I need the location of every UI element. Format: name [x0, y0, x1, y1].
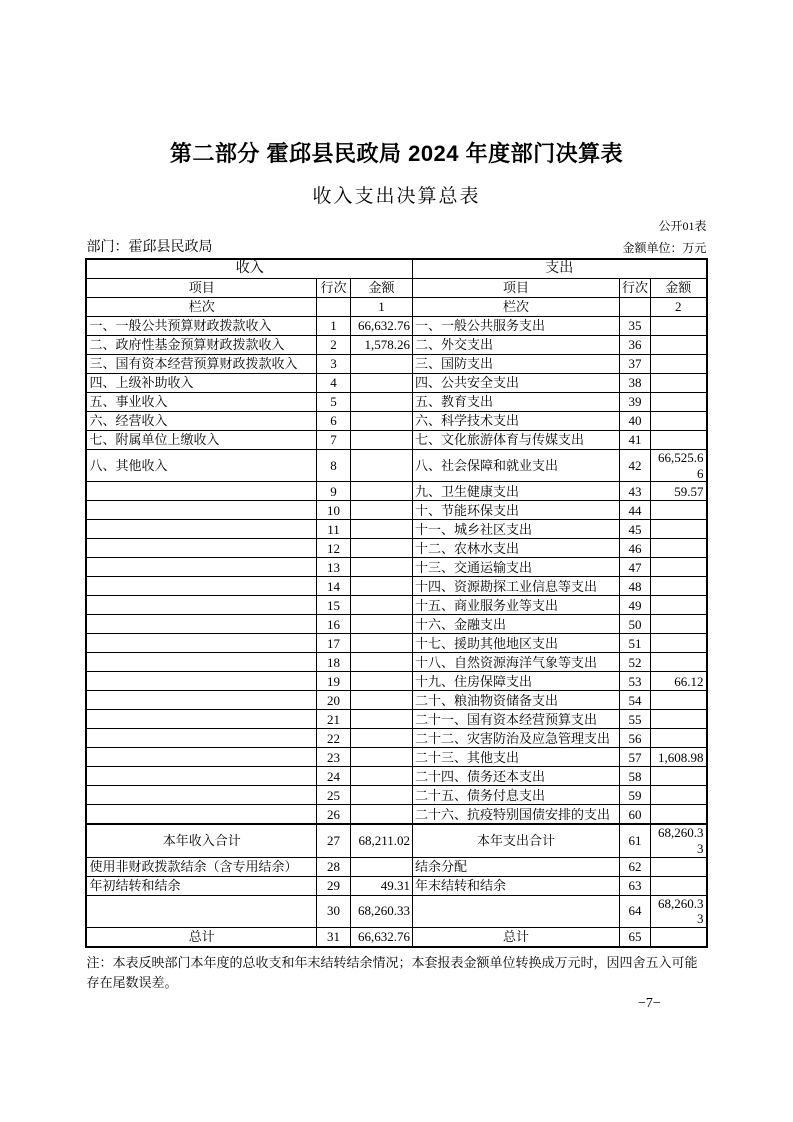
income-item-cell: [86, 482, 316, 501]
expense-item-cell: 二十二、灾害防治及应急管理支出: [413, 729, 620, 748]
income-item-cell: [86, 729, 316, 748]
income-item-cell: [86, 577, 316, 596]
income-amount-cell: [350, 450, 412, 482]
expense-item-cell: 三、国防支出: [413, 355, 620, 374]
table-row: [86, 672, 706, 691]
expense-line-header: 行次: [620, 279, 651, 298]
expense-item-cell: 十四、资源勘探工业信息等支出: [413, 577, 620, 596]
expense-amount-cell: [651, 710, 707, 729]
expense-amount-cell: [651, 520, 707, 539]
income-amount-cell: [350, 710, 412, 729]
expense-line-cell: 39: [620, 393, 651, 412]
expense-line-cell: 40: [620, 412, 651, 431]
income-item-cell: [86, 710, 316, 729]
income-item-cell: [86, 786, 316, 805]
column-index-row: [86, 298, 706, 317]
income-amount-cell: [350, 805, 412, 825]
income-item-cell: 七、附属单位上缴收入: [86, 431, 316, 450]
expense-amount-cell: 66,525.66: [651, 450, 707, 482]
table-title: 收入支出决算总表: [312, 186, 481, 208]
meta-line: [87, 236, 707, 256]
expense-line-cell: 37: [620, 355, 651, 374]
expense-item-cell: 结余分配: [413, 857, 620, 876]
expense-line-cell: 64: [620, 895, 651, 927]
expense-line-cell: 35: [620, 317, 651, 336]
income-index-line: [316, 298, 350, 317]
expense-line-cell: 61: [620, 824, 651, 857]
expense-line-cell: 36: [620, 336, 651, 355]
table-row: [86, 539, 706, 558]
table-row: [86, 482, 706, 501]
expense-line-cell: 52: [620, 653, 651, 672]
income-item-cell: [86, 653, 316, 672]
expense-line-cell: 62: [620, 857, 651, 876]
income-item-cell: 八、其他收入: [86, 450, 316, 482]
expense-amount-cell: 68,260.33: [651, 824, 707, 857]
expense-amount-cell: [651, 412, 707, 431]
income-item-cell: [86, 895, 316, 927]
income-amount-cell: [350, 374, 412, 393]
table-row: [86, 355, 706, 374]
table-row: [86, 786, 706, 805]
income-amount-cell: 49.31: [350, 876, 412, 895]
expense-item-cell: 二十五、债务付息支出: [413, 786, 620, 805]
expense-line-cell: 48: [620, 577, 651, 596]
expense-item-cell: 二十三、其他支出: [413, 748, 620, 767]
expense-item-cell: 十五、商业服务业等支出: [413, 596, 620, 615]
expense-line-cell: 57: [620, 748, 651, 767]
expense-amount-cell: [651, 431, 707, 450]
expense-item-cell: 五、教育支出: [413, 393, 620, 412]
income-item-header: 项目: [86, 279, 316, 298]
expense-item-cell: 十六、金融支出: [413, 615, 620, 634]
table-row: [86, 450, 706, 482]
income-item-cell: 五、事业收入: [86, 393, 316, 412]
expense-item-cell: 十八、自然资源海洋气象等支出: [413, 653, 620, 672]
table-code: 公开01表: [658, 219, 707, 234]
table-row: [86, 412, 706, 431]
income-item-cell: [86, 634, 316, 653]
expense-line-cell: 38: [620, 374, 651, 393]
expense-index-line: [620, 298, 651, 317]
expense-line-cell: 58: [620, 767, 651, 786]
table-row: [86, 767, 706, 786]
expense-item-cell: 六、科学技术支出: [413, 412, 620, 431]
income-index-number: 1: [350, 298, 412, 317]
table-row: [86, 824, 706, 857]
expense-line-cell: 45: [620, 520, 651, 539]
expense-line-cell: 63: [620, 876, 651, 895]
expense-amount-cell: [651, 767, 707, 786]
table-row: [86, 615, 706, 634]
expense-amount-cell: [651, 355, 707, 374]
column-header-row: [86, 279, 706, 298]
expense-item-cell: 二十四、债务还本支出: [413, 767, 620, 786]
table-row: [86, 805, 706, 825]
expense-index-number: 2: [651, 298, 707, 317]
income-amount-cell: [350, 691, 412, 710]
income-item-cell: [86, 691, 316, 710]
expense-item-cell: 本年支出合计: [413, 824, 620, 857]
expense-amount-cell: [651, 501, 707, 520]
expense-line-cell: 51: [620, 634, 651, 653]
expense-line-cell: 55: [620, 710, 651, 729]
income-line-cell: 21: [316, 710, 350, 729]
expense-line-cell: 49: [620, 596, 651, 615]
income-line-cell: 26: [316, 805, 350, 825]
income-amount-cell: 68,211.02: [350, 824, 412, 857]
table-row: [86, 577, 706, 596]
department-label: 部门：霍邱县民政局: [86, 240, 213, 256]
footnote: 注：本表反映部门本年度的总收支和年末结转结余情况；本套报表金额单位转换成万元时，因四舍五入可能存在尾数误差。: [86, 954, 698, 990]
expense-amount-cell: [651, 596, 707, 615]
table-body: [86, 317, 706, 947]
expense-item-header: 项目: [413, 279, 620, 298]
expense-amount-cell: 66.12: [651, 672, 707, 691]
table-row: [86, 393, 706, 412]
table-row: [86, 634, 706, 653]
income-item-cell: [86, 558, 316, 577]
income-line-cell: 20: [316, 691, 350, 710]
income-item-cell: 三、国有资本经营预算财政拨款收入: [86, 355, 316, 374]
expense-amount-cell: 59.57: [651, 482, 707, 501]
expense-line-cell: 44: [620, 501, 651, 520]
income-line-cell: 25: [316, 786, 350, 805]
income-line-cell: 3: [316, 355, 350, 374]
income-amount-cell: [350, 577, 412, 596]
expense-amount-cell: 1,608.98: [651, 748, 707, 767]
expense-line-cell: 47: [620, 558, 651, 577]
income-line-cell: 16: [316, 615, 350, 634]
income-amount-cell: 1,578.26: [350, 336, 412, 355]
income-item-cell: [86, 748, 316, 767]
income-index-label: 栏次: [86, 298, 316, 317]
table-row: [86, 558, 706, 577]
expense-line-cell: 60: [620, 805, 651, 825]
table-row: [86, 431, 706, 450]
income-item-cell: [86, 615, 316, 634]
income-amount-cell: 66,632.76: [350, 927, 412, 947]
table-row: [86, 691, 706, 710]
expense-amount-cell: [651, 393, 707, 412]
expense-item-cell: 一、一般公共服务支出: [413, 317, 620, 336]
table-row: [86, 336, 706, 355]
income-line-cell: 18: [316, 653, 350, 672]
expense-line-cell: 50: [620, 615, 651, 634]
income-line-cell: 15: [316, 596, 350, 615]
income-line-cell: 23: [316, 748, 350, 767]
table-row: [86, 317, 706, 336]
table-row: [86, 710, 706, 729]
income-amount-cell: [350, 355, 412, 374]
income-item-cell: [86, 672, 316, 691]
income-item-cell: 四、上级补助收入: [86, 374, 316, 393]
expense-line-cell: 41: [620, 431, 651, 450]
table-row: [86, 374, 706, 393]
income-amount-cell: [350, 767, 412, 786]
income-item-cell: 年初结转和结余: [86, 876, 316, 895]
table-row: [86, 857, 706, 876]
income-line-cell: 31: [316, 927, 350, 947]
income-line-cell: 10: [316, 501, 350, 520]
income-item-cell: [86, 596, 316, 615]
section-header-row: [86, 259, 706, 279]
income-amount-cell: 66,632.76: [350, 317, 412, 336]
expense-line-cell: 65: [620, 927, 651, 947]
income-line-cell: 28: [316, 857, 350, 876]
expense-amount-cell: [651, 615, 707, 634]
income-line-cell: 9: [316, 482, 350, 501]
income-amount-cell: [350, 615, 412, 634]
expense-amount-cell: [651, 374, 707, 393]
expense-amount-cell: [651, 653, 707, 672]
income-section-header: 收入: [86, 259, 412, 279]
table-row: [86, 876, 706, 895]
page-number: −7−: [638, 996, 661, 1011]
income-line-cell: 4: [316, 374, 350, 393]
expense-section-header: 支出: [413, 259, 707, 279]
income-line-cell: 30: [316, 895, 350, 927]
table-row: [86, 748, 706, 767]
expense-item-cell: 年末结转和结余: [413, 876, 620, 895]
income-amount-cell: [350, 520, 412, 539]
expense-item-cell: 总计: [413, 927, 620, 947]
expense-amount-cell: 68,260.33: [651, 895, 707, 927]
expense-line-cell: 56: [620, 729, 651, 748]
income-amount-cell: [350, 539, 412, 558]
table-row: [86, 501, 706, 520]
income-line-cell: 29: [316, 876, 350, 895]
expense-item-cell: 二十、粮油物资储备支出: [413, 691, 620, 710]
income-line-cell: 11: [316, 520, 350, 539]
expense-item-cell: 二、外交支出: [413, 336, 620, 355]
expense-item-cell: 十二、农林水支出: [413, 539, 620, 558]
income-line-cell: 7: [316, 431, 350, 450]
expense-amount-cell: [651, 317, 707, 336]
income-amount-cell: [350, 672, 412, 691]
income-item-cell: [86, 501, 316, 520]
expense-item-cell: 十七、援助其他地区支出: [413, 634, 620, 653]
expense-amount-cell: [651, 876, 707, 895]
expense-amount-cell: [651, 691, 707, 710]
income-line-cell: 2: [316, 336, 350, 355]
income-line-cell: 13: [316, 558, 350, 577]
expense-amount-cell: [651, 539, 707, 558]
income-amount-cell: [350, 412, 412, 431]
expense-amount-cell: [651, 927, 707, 947]
expense-line-cell: 43: [620, 482, 651, 501]
income-line-cell: 17: [316, 634, 350, 653]
income-amount-cell: [350, 558, 412, 577]
income-amount-cell: [350, 501, 412, 520]
income-amount-cell: [350, 482, 412, 501]
income-amount-cell: [350, 748, 412, 767]
expense-item-cell: 十、节能环保支出: [413, 501, 620, 520]
income-item-cell: 一、一般公共预算财政拨款收入: [86, 317, 316, 336]
expense-amount-header: 金额: [651, 279, 707, 298]
table-row: [86, 596, 706, 615]
income-amount-cell: 68,260.33: [350, 895, 412, 927]
income-line-cell: 8: [316, 450, 350, 482]
expense-amount-cell: [651, 729, 707, 748]
expense-line-cell: 46: [620, 539, 651, 558]
income-item-cell: [86, 520, 316, 539]
income-amount-cell: [350, 786, 412, 805]
income-line-header: 行次: [316, 279, 350, 298]
expense-index-label: 栏次: [413, 298, 620, 317]
table-row: [86, 653, 706, 672]
expense-amount-cell: [651, 857, 707, 876]
expense-line-cell: 42: [620, 450, 651, 482]
income-amount-cell: [350, 729, 412, 748]
income-line-cell: 5: [316, 393, 350, 412]
expense-amount-cell: [651, 558, 707, 577]
expense-amount-cell: [651, 577, 707, 596]
income-amount-header: 金额: [350, 279, 412, 298]
income-line-cell: 22: [316, 729, 350, 748]
expense-amount-cell: [651, 786, 707, 805]
expense-item-cell: 十三、交通运输支出: [413, 558, 620, 577]
income-item-cell: 二、政府性基金预算财政拨款收入: [86, 336, 316, 355]
expense-item-cell: 二十六、抗疫特别国债安排的支出: [413, 805, 620, 825]
expense-amount-cell: [651, 805, 707, 825]
expense-amount-cell: [651, 336, 707, 355]
table-row: [86, 520, 706, 539]
income-amount-cell: [350, 596, 412, 615]
income-item-cell: 六、经营收入: [86, 412, 316, 431]
income-amount-cell: [350, 634, 412, 653]
income-item-cell: 总计: [86, 927, 316, 947]
table-row: [86, 895, 706, 927]
income-amount-cell: [350, 857, 412, 876]
expense-amount-cell: [651, 634, 707, 653]
income-item-cell: 使用非财政拨款结余（含专用结余）: [86, 857, 316, 876]
income-line-cell: 24: [316, 767, 350, 786]
income-item-cell: 本年收入合计: [86, 824, 316, 857]
expense-item-cell: 九、卫生健康支出: [413, 482, 620, 501]
expense-item-cell: 八、社会保障和就业支出: [413, 450, 620, 482]
income-line-cell: 19: [316, 672, 350, 691]
income-line-cell: 1: [316, 317, 350, 336]
income-line-cell: 27: [316, 824, 350, 857]
table-row: [86, 927, 706, 947]
income-item-cell: [86, 539, 316, 558]
income-item-cell: [86, 767, 316, 786]
expense-item-cell: 十九、住房保障支出: [413, 672, 620, 691]
table-row: [86, 729, 706, 748]
expense-item-cell: 七、文化旅游体育与传媒支出: [413, 431, 620, 450]
expense-line-cell: 53: [620, 672, 651, 691]
expense-item-cell: 十一、城乡社区支出: [413, 520, 620, 539]
income-item-cell: [86, 805, 316, 825]
unit-label: 金额单位：万元: [622, 241, 707, 256]
page-title: 第二部分 霍邱县民政局 2024 年度部门决算表: [169, 141, 624, 166]
expense-line-cell: 54: [620, 691, 651, 710]
expense-line-cell: 59: [620, 786, 651, 805]
income-amount-cell: [350, 653, 412, 672]
income-line-cell: 12: [316, 539, 350, 558]
expense-item-cell: 四、公共安全支出: [413, 374, 620, 393]
income-line-cell: 6: [316, 412, 350, 431]
income-line-cell: 14: [316, 577, 350, 596]
income-amount-cell: [350, 431, 412, 450]
expense-item-cell: [413, 895, 620, 927]
budget-table: [85, 258, 707, 948]
income-amount-cell: [350, 393, 412, 412]
expense-item-cell: 二十一、国有资本经营预算支出: [413, 710, 620, 729]
